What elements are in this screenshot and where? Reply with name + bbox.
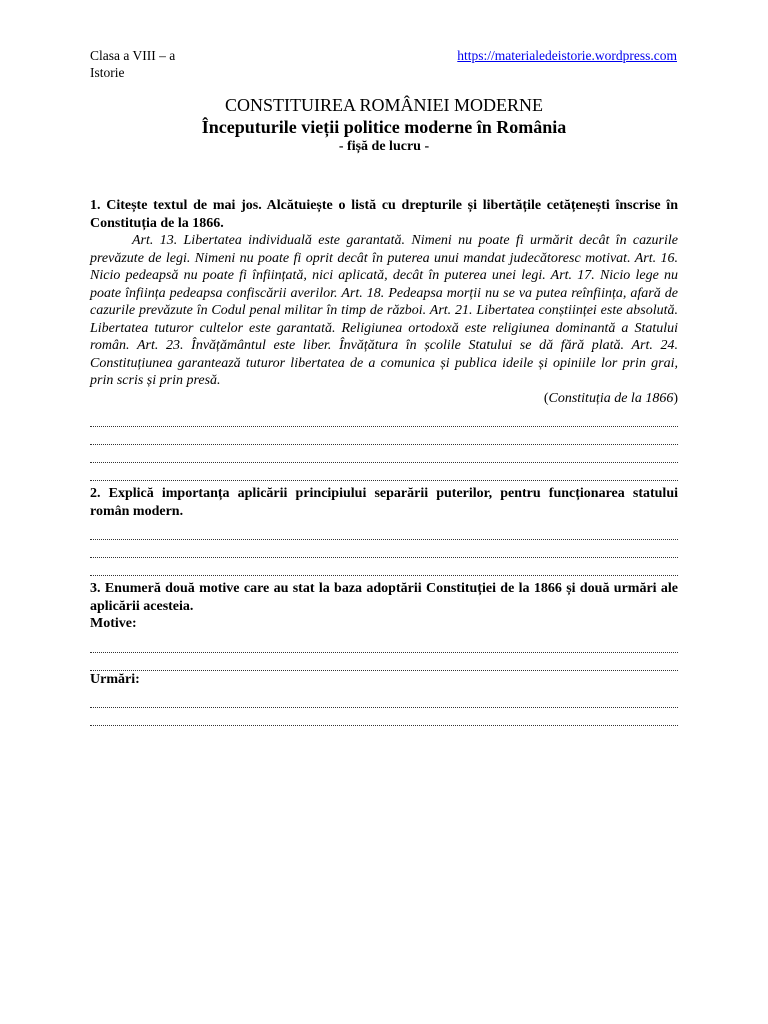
main-title: CONSTITUIREA ROMÂNIEI MODERNE xyxy=(225,95,543,115)
answer-line[interactable] xyxy=(90,708,678,726)
answer-line[interactable] xyxy=(90,445,678,463)
answer-line[interactable] xyxy=(90,540,678,558)
answer-line[interactable] xyxy=(90,653,678,671)
answer-line[interactable] xyxy=(90,690,678,708)
answer-line[interactable] xyxy=(90,635,678,653)
question-2: 2. Explică importanța aplicării principiului separării puterilor, pentru funcționarea statului român modern. xyxy=(90,486,678,519)
header-website-link[interactable]: https://materialedeistorie.wordpress.com xyxy=(457,48,677,63)
answer-line[interactable] xyxy=(90,522,678,540)
answer-line[interactable] xyxy=(90,463,678,481)
constitution-quote: Art. 13. Libertatea individuală este garantată. Nimeni nu poate fi urmărit decât în cazurile prevăzute de legi. Nimeni nu poate fi oprit decât în puterea unui mandat judecătoresc motivat. Art. 16. Nicio pedeapsă nu poate fi înființată, nici aplicată, decât în puterea unei legi. Art. 17. Nicio lege nu poate înființa pedeapsa confiscării averilor. Art. 18. Pedeapsa morții nu se va putea reînființa, afară de cazurile prevăzute în Codul penal militar în timp de război. Art. 21. Libertatea conștiinței este absolută. Libertatea tuturor cultelor este garantată. Religiunea ortodoxă este religiunea dominantă a Statului român. Art. 23. Învățământul este liber. Învățătura în școlile Statului se dă fără plată. Art. 24. Constituțiunea garantează tuturor libertatea de a comunica și publica ideile și opiniile lor prin grai, prin scris și prin presă. xyxy=(90,233,678,388)
answer-lines-motives xyxy=(90,635,678,671)
motives-label: Motive: xyxy=(90,616,137,631)
subtitle: Începuturile vieții politice moderne în România xyxy=(201,117,567,137)
worksheet-label: - fișă de lucru - xyxy=(338,139,430,154)
answer-lines-q2 xyxy=(90,522,678,576)
question-1: 1. Citește textul de mai jos. Alcătuiește o listă cu drepturile și libertățile cetățenești înscrise în Constituția de la 1866. xyxy=(90,198,678,231)
answer-lines-q1 xyxy=(90,409,678,481)
header-class-label: Clasa a VIII – a Istorie xyxy=(90,48,176,80)
answer-line[interactable] xyxy=(90,558,678,576)
source-open: ( xyxy=(543,390,549,406)
answer-line[interactable] xyxy=(90,409,678,427)
title-block xyxy=(90,94,678,156)
question-3: 3. Enumeră două motive care au stat la baza adoptării Constituției de la 1866 și două urmări ale aplicării acesteia. xyxy=(90,581,678,614)
answer-line[interactable] xyxy=(90,427,678,445)
answer-lines-consequences xyxy=(90,690,678,726)
source-text: Constituția de la 1866 xyxy=(548,390,674,406)
consequences-label: Urmări: xyxy=(90,671,140,687)
quote-source xyxy=(90,390,678,408)
source-close: ) xyxy=(673,390,678,406)
worksheet-content xyxy=(90,197,678,726)
